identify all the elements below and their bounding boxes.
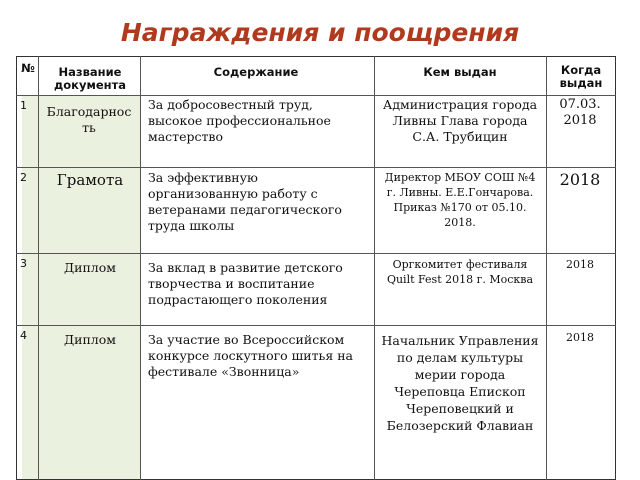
row-divider xyxy=(16,95,616,96)
award-date: 2018 xyxy=(566,258,594,271)
award-content: За добросовестный труд, высокое профессиональное мастерство xyxy=(148,97,331,144)
award-issuer: Администрация города Ливны Глава города С.А. Трубицин xyxy=(382,97,538,144)
award-date: 07.03. 2018 xyxy=(559,97,601,128)
award-issuer: Оргкомитет фестиваля Quilt Fest 2018 г. Москва xyxy=(386,258,534,286)
column-divider xyxy=(38,56,39,480)
award-content: За участие во Всероссийском конкурсе лоскутного шитья на фестивале «Звонница» xyxy=(148,332,353,379)
header-issuer: Кем выдан xyxy=(423,65,497,79)
document-name: Благодарность xyxy=(46,104,132,135)
row-number: 4 xyxy=(20,329,27,342)
row-divider xyxy=(16,325,616,326)
header-num: № xyxy=(21,61,35,75)
column-divider xyxy=(546,56,547,480)
page-title: Награждения и поощрения xyxy=(120,18,520,47)
row-number: 2 xyxy=(20,171,27,184)
header-date: Когда выдан xyxy=(559,63,603,90)
document-name: Диплом xyxy=(63,260,116,275)
document-name: Грамота xyxy=(56,171,124,189)
row-number: 1 xyxy=(20,99,27,112)
award-date: 2018 xyxy=(566,331,594,344)
row-divider xyxy=(16,167,616,168)
award-content: За вклад в развитие детского творчества и воспитание подрастающего поколения xyxy=(148,260,343,307)
column-divider xyxy=(140,56,141,480)
column-divider xyxy=(374,56,375,480)
document-name: Диплом xyxy=(63,332,116,347)
row-divider xyxy=(16,253,616,254)
award-content: За эффективную организованную работу с ветеранами педагогического труда школы xyxy=(148,170,342,233)
header-document-name: Название документа xyxy=(53,65,127,92)
award-issuer: Директор МБОУ СОШ №4 г. Ливны. Е.Е.Гончарова. Приказ №170 от 05.10. 2018. xyxy=(384,171,536,229)
award-issuer: Начальник Управления по делам культуры мерии города Череповца Епископ Череповецкий и Белозерский Флавиан xyxy=(381,333,539,433)
row-number: 3 xyxy=(20,257,27,270)
award-date: 2018 xyxy=(559,170,601,189)
header-content: Содержание xyxy=(213,65,299,79)
